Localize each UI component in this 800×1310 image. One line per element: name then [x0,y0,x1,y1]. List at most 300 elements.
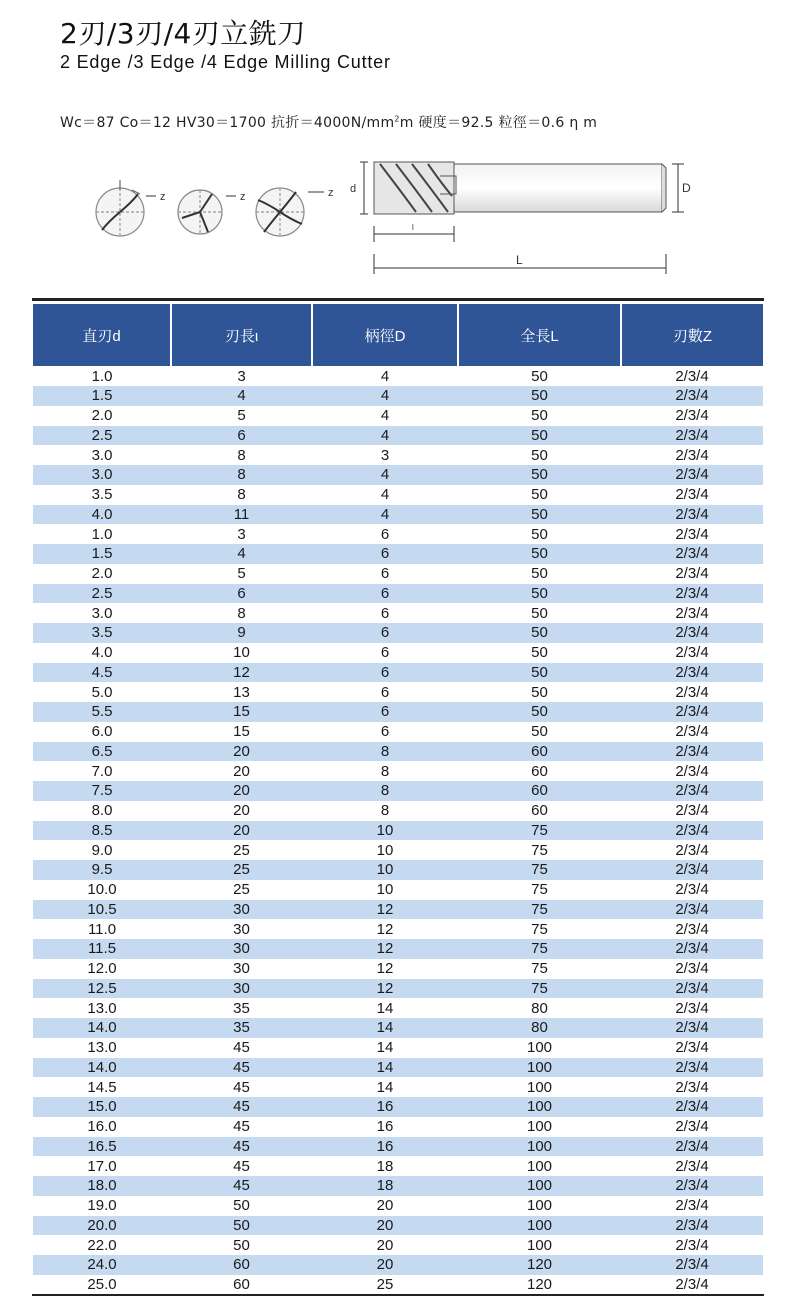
cell-overall-length: 100 [458,1216,621,1236]
table-row [33,406,763,426]
cell-flute-count: 2/3/4 [621,702,763,722]
cell-cutting-diameter: 5.0 [91,683,113,701]
table-row [33,366,763,386]
cell-cutting-diameter: 18.0 [33,1176,171,1196]
cell-flute-length: 10 [233,644,250,662]
cell-flute-length: 8 [171,465,312,485]
cell-cutting-diameter: 14.5 [87,1078,117,1096]
l-label: l [412,223,414,232]
table-row [33,821,763,841]
cell-flute-length: 9 [171,623,312,643]
cell-flute-count: 2/3/4 [621,1137,763,1157]
table-row [33,445,763,465]
cell-overall-length: 100 [458,1137,621,1157]
cell-flute-length: 3 [237,525,246,543]
cell-shank-diameter: 6 [380,604,390,622]
cell-flute-length: 35 [233,999,250,1017]
cell-shank-diameter: 8 [312,781,458,801]
cell-overall-length: 100 [526,1157,553,1175]
cell-overall-length: 50 [458,623,621,643]
table-row [33,1216,763,1236]
specs-text-a: Wc＝87 Co＝12 HV30＝1700 抗折＝4000N/mm [60,115,395,131]
cell-overall-length: 75 [458,979,621,999]
cell-cutting-diameter: 7.5 [33,781,171,801]
cell-shank-diameter: 4 [312,505,458,525]
spec-table [33,304,763,1295]
cell-cutting-diameter: 14.0 [33,1058,171,1078]
cell-cutting-diameter: 4.0 [33,505,171,525]
cell-flute-count: 2/3/4 [675,841,709,859]
cell-cutting-diameter: 13.0 [87,1039,117,1057]
page-title: 2刃/3刃/4刃立銑刀 [60,17,306,50]
table-row [33,1176,763,1196]
cell-flute-length: 50 [233,1236,250,1254]
cell-cutting-diameter: 11.0 [87,920,117,938]
cell-flute-count: 2/3/4 [621,505,763,525]
cell-flute-count: 2/3/4 [675,1118,709,1136]
cell-flute-count: 2/3/4 [675,604,709,622]
cell-flute-count: 2/3/4 [675,1236,709,1254]
cell-cutting-diameter: 6.0 [91,723,113,741]
cell-flute-count: 2/3/4 [675,1157,709,1175]
cell-flute-count: 2/3/4 [675,407,709,425]
cell-shank-diameter: 8 [312,742,458,762]
cell-cutting-diameter: 24.0 [33,1255,171,1275]
cell-cutting-diameter: 2.0 [91,565,113,583]
cell-flute-length: 45 [233,1078,250,1096]
cell-overall-length: 100 [526,1118,553,1136]
cell-overall-length: 100 [458,1097,621,1117]
d-label: d [350,183,357,195]
cell-cutting-diameter: 19.0 [87,1197,117,1215]
cell-shank-diameter: 4 [312,426,458,446]
cell-flute-length: 45 [171,1137,312,1157]
table-row [33,1235,763,1255]
cell-flute-count: 2/3/4 [621,979,763,999]
cell-shank-diameter: 6 [380,644,390,662]
cell-flute-length: 5 [237,565,246,583]
cell-overall-length: 50 [458,426,621,446]
cell-overall-length: 75 [458,821,621,841]
cutter-diagram [80,150,720,280]
cell-flute-length: 30 [171,939,312,959]
table-row [33,1196,763,1216]
cell-shank-diameter: 3 [380,446,390,464]
cell-shank-diameter: 16 [312,1137,458,1157]
cell-flute-count: 2/3/4 [675,723,709,741]
cell-flute-length: 11 [171,505,312,525]
cell-overall-length: 100 [458,1058,621,1078]
cell-shank-diameter: 14 [376,1078,394,1096]
cell-flute-length: 8 [237,604,246,622]
cell-cutting-diameter: 5.5 [33,702,171,722]
cell-shank-diameter: 12 [376,960,394,978]
cell-overall-length: 60 [458,781,621,801]
cell-flute-length: 30 [233,920,250,938]
table-row [33,702,763,722]
cell-shank-diameter: 6 [312,663,458,683]
cell-shank-diameter: 4 [312,386,458,406]
table-row [33,663,763,683]
cell-overall-length: 60 [531,802,548,820]
cell-cutting-diameter: 10.0 [87,881,117,899]
material-specs [60,112,597,132]
cell-overall-length: 50 [531,604,548,622]
cell-flute-length: 30 [171,979,312,999]
cell-flute-length: 15 [233,723,250,741]
header-cutting-diameter: 直刃d [33,304,171,366]
table-row [33,524,763,544]
cell-overall-length: 50 [531,407,548,425]
cell-overall-length: 50 [531,446,548,464]
cell-cutting-diameter: 17.0 [87,1157,117,1175]
cell-shank-diameter: 14 [312,1018,458,1038]
cell-flute-length: 35 [171,1018,312,1038]
table-row [33,939,763,959]
cell-flute-count: 2/3/4 [621,426,763,446]
table-row [33,1038,763,1058]
cell-flute-length: 20 [233,762,250,780]
cell-flute-count: 2/3/4 [621,1255,763,1275]
cell-cutting-diameter: 13.0 [87,999,117,1017]
table-row [33,860,763,880]
table-row [33,840,763,860]
cell-cutting-diameter: 1.5 [33,544,171,564]
cell-overall-length: 75 [531,920,548,938]
cell-overall-length: 50 [531,723,548,741]
z-label-3: z [328,187,334,199]
cell-cutting-diameter: 4.5 [33,663,171,683]
table-row [33,1097,763,1117]
cell-flute-length: 20 [171,781,312,801]
cell-cutting-diameter: 1.5 [33,386,171,406]
table-row [33,1018,763,1038]
cell-flute-count: 2/3/4 [675,525,709,543]
cell-cutting-diameter: 2.0 [91,407,113,425]
cell-shank-diameter: 4 [380,368,390,385]
cell-overall-length: 60 [458,742,621,762]
cell-shank-diameter: 10 [312,821,458,841]
cell-cutting-diameter: 4.0 [91,644,113,662]
cell-cutting-diameter: 6.5 [33,742,171,762]
cell-flute-count: 2/3/4 [621,860,763,880]
header-flute-length: 刃長ι [171,304,312,366]
cell-overall-length: 75 [531,841,548,859]
table-row [33,603,763,623]
cell-flute-count: 2/3/4 [621,781,763,801]
table-header-row [33,304,763,366]
cell-flute-count: 2/3/4 [675,762,709,780]
cell-flute-count: 2/3/4 [675,1276,709,1294]
cell-overall-length: 50 [458,544,621,564]
cell-shank-diameter: 20 [376,1236,394,1254]
cell-overall-length: 100 [458,1176,621,1196]
cell-cutting-diameter: 1.0 [91,368,113,385]
cell-flute-length: 20 [171,742,312,762]
cell-shank-diameter: 8 [380,802,390,820]
cell-overall-length: 50 [458,702,621,722]
cell-flute-length: 30 [171,900,312,920]
cell-shank-diameter: 4 [380,407,390,425]
cell-cutting-diameter: 16.5 [33,1137,171,1157]
cell-overall-length: 50 [458,663,621,683]
cell-flute-length: 8 [237,486,246,504]
cell-flute-count: 2/3/4 [621,1018,763,1038]
header-shank-diameter: 柄徑D [312,304,458,366]
cell-cutting-diameter: 10.5 [33,900,171,920]
cell-flute-count: 2/3/4 [675,644,709,662]
table-row [33,465,763,485]
cell-flute-length: 25 [233,881,250,899]
table-row [33,959,763,979]
table-bottom-rule [32,1294,764,1296]
table-row [33,801,763,821]
end-view-4-flute [256,188,304,236]
cell-flute-count: 2/3/4 [621,584,763,604]
cell-flute-count: 2/3/4 [621,663,763,683]
cell-overall-length: 50 [458,505,621,525]
cell-shank-diameter: 12 [312,900,458,920]
table-row [33,781,763,801]
cell-shank-diameter: 14 [376,999,394,1017]
end-view-2-flute [96,180,144,236]
cell-shank-diameter: 20 [312,1255,458,1275]
cell-cutting-diameter: 12.5 [33,979,171,999]
cell-flute-length: 45 [171,1058,312,1078]
end-view-3-flute [178,190,222,234]
cell-cutting-diameter: 2.5 [33,584,171,604]
cell-overall-length: 75 [458,900,621,920]
cell-overall-length: 120 [458,1255,621,1275]
cell-flute-length: 25 [171,860,312,880]
table-row [33,544,763,564]
table-row [33,1137,763,1157]
header-flute-count: 刃數Z [621,304,763,366]
table-row [33,742,763,762]
cell-cutting-diameter: 3.0 [91,604,113,622]
table-row [33,584,763,604]
cell-shank-diameter: 20 [376,1197,394,1215]
cell-flute-count: 2/3/4 [621,465,763,485]
cell-overall-length: 60 [531,762,548,780]
cell-overall-length: 80 [531,999,548,1017]
cell-shank-diameter: 4 [312,465,458,485]
z-label-1: z [160,191,166,203]
cell-shank-diameter: 16 [376,1118,394,1136]
L-label: L [516,253,523,267]
cell-flute-count: 2/3/4 [675,1197,709,1215]
table-top-rule [32,298,764,301]
cell-overall-length: 50 [531,565,548,583]
cell-overall-length: 50 [458,584,621,604]
table-row [33,900,763,920]
cell-flute-length: 6 [171,584,312,604]
cell-flute-count: 2/3/4 [621,623,763,643]
cell-shank-diameter: 6 [380,683,390,701]
cell-flute-count: 2/3/4 [621,1176,763,1196]
cell-cutting-diameter: 20.0 [33,1216,171,1236]
cell-flute-count: 2/3/4 [675,368,709,385]
cell-flute-count: 2/3/4 [621,1097,763,1117]
table-row [33,643,763,663]
cell-flute-count: 2/3/4 [675,446,709,464]
cell-flute-length: 4 [171,544,312,564]
specs-text-b: m 硬度＝92.5 粒徑＝0.6 η m [399,115,598,131]
table-row [33,998,763,1018]
table-body [33,366,763,1295]
header-overall-length: 全長L [458,304,621,366]
z-label-2: z [240,191,246,203]
cell-overall-length: 100 [526,1078,553,1096]
cell-cutting-diameter: 9.5 [33,860,171,880]
specs-superscript: 2 [394,114,400,124]
table-row [33,761,763,781]
table-row [33,1117,763,1137]
cell-flute-length: 60 [233,1276,250,1294]
cell-flute-length: 20 [171,821,312,841]
cell-flute-count: 2/3/4 [621,821,763,841]
cell-flute-count: 2/3/4 [621,1216,763,1236]
cell-flute-length: 60 [171,1255,312,1275]
cell-shank-diameter: 10 [312,860,458,880]
cell-cutting-diameter: 9.0 [91,841,113,859]
table-row [33,426,763,446]
table-row [33,979,763,999]
cell-shank-diameter: 12 [312,939,458,959]
cell-overall-length: 50 [531,368,548,385]
cell-shank-diameter: 18 [312,1176,458,1196]
cell-flute-length: 12 [171,663,312,683]
cell-flute-length: 5 [237,407,246,425]
cell-cutting-diameter: 3.5 [33,623,171,643]
cell-flute-length: 50 [171,1216,312,1236]
cell-shank-diameter: 20 [312,1216,458,1236]
cell-cutting-diameter: 1.0 [91,525,113,543]
cell-cutting-diameter: 7.0 [91,762,113,780]
cell-flute-length: 45 [233,1118,250,1136]
cell-flute-count: 2/3/4 [621,544,763,564]
cell-shank-diameter: 6 [380,525,390,543]
cell-cutting-diameter: 16.0 [87,1118,117,1136]
cell-shank-diameter: 8 [380,762,390,780]
cell-flute-length: 6 [171,426,312,446]
cell-flute-length: 45 [233,1039,250,1057]
cell-flute-count: 2/3/4 [675,999,709,1017]
cell-cutting-diameter: 3.0 [33,465,171,485]
cell-cutting-diameter: 8.5 [33,821,171,841]
cell-shank-diameter: 6 [312,623,458,643]
cell-flute-count: 2/3/4 [621,900,763,920]
cell-overall-length: 50 [458,386,621,406]
cell-flute-count: 2/3/4 [675,802,709,820]
cell-flute-length: 25 [233,841,250,859]
cell-cutting-diameter: 3.5 [91,486,113,504]
D-label: D [682,181,691,195]
cell-cutting-diameter: 8.0 [91,802,113,820]
cell-shank-diameter: 14 [312,1058,458,1078]
cell-cutting-diameter: 14.0 [33,1018,171,1038]
cell-shank-diameter: 6 [380,565,390,583]
cell-shank-diameter: 16 [312,1097,458,1117]
cell-shank-diameter: 10 [376,881,394,899]
cell-cutting-diameter: 3.0 [91,446,113,464]
cell-shank-diameter: 10 [376,841,394,859]
table-row [33,505,763,525]
cell-flute-count: 2/3/4 [621,742,763,762]
cell-overall-length: 80 [458,1018,621,1038]
cell-flute-length: 8 [237,446,246,464]
cell-cutting-diameter: 12.0 [87,960,117,978]
cell-flute-length: 45 [171,1097,312,1117]
cell-overall-length: 75 [531,960,548,978]
cell-flute-length: 50 [233,1197,250,1215]
cell-overall-length: 50 [531,525,548,543]
cell-shank-diameter: 6 [312,584,458,604]
table-row [33,880,763,900]
table-row [33,722,763,742]
cell-flute-count: 2/3/4 [675,486,709,504]
cell-flute-count: 2/3/4 [675,881,709,899]
cell-overall-length: 100 [526,1236,553,1254]
cell-flute-length: 4 [171,386,312,406]
table-row [33,1077,763,1097]
page-subtitle: 2 Edge /3 Edge /4 Edge Milling Cutter [60,52,391,72]
cell-flute-length: 20 [233,802,250,820]
cell-flute-length: 30 [233,960,250,978]
cell-shank-diameter: 4 [380,486,390,504]
cell-shank-diameter: 14 [376,1039,394,1057]
cell-flute-count: 2/3/4 [675,683,709,701]
cell-flute-length: 45 [171,1176,312,1196]
cell-shank-diameter: 6 [312,702,458,722]
cell-cutting-diameter: 15.0 [33,1097,171,1117]
cell-overall-length: 50 [531,644,548,662]
cell-overall-length: 100 [526,1197,553,1215]
cell-overall-length: 75 [458,860,621,880]
cell-flute-length: 13 [233,683,250,701]
cell-flute-length: 15 [171,702,312,722]
table-row [33,623,763,643]
cell-overall-length: 50 [531,683,548,701]
table-row [33,1275,763,1295]
table-row [33,919,763,939]
cell-flute-count: 2/3/4 [675,1039,709,1057]
cell-flute-count: 2/3/4 [675,1078,709,1096]
cell-flute-length: 45 [233,1157,250,1175]
cell-shank-diameter: 25 [376,1276,394,1294]
cell-cutting-diameter: 2.5 [33,426,171,446]
cell-cutting-diameter: 11.5 [33,939,171,959]
table-row [33,564,763,584]
cell-cutting-diameter: 25.0 [87,1276,117,1294]
cell-overall-length: 120 [526,1276,553,1294]
table-row [33,1156,763,1176]
table-row [33,682,763,702]
cell-flute-count: 2/3/4 [675,960,709,978]
cell-shank-diameter: 12 [376,920,394,938]
cell-shank-diameter: 6 [380,723,390,741]
cell-overall-length: 100 [526,1039,553,1057]
cell-shank-diameter: 18 [376,1157,394,1175]
cell-flute-count: 2/3/4 [621,939,763,959]
cell-flute-count: 2/3/4 [621,386,763,406]
table-row [33,1058,763,1078]
cell-shank-diameter: 6 [312,544,458,564]
cell-shank-diameter: 12 [312,979,458,999]
cell-overall-length: 50 [531,486,548,504]
cell-flute-count: 2/3/4 [675,565,709,583]
cell-overall-length: 50 [458,465,621,485]
